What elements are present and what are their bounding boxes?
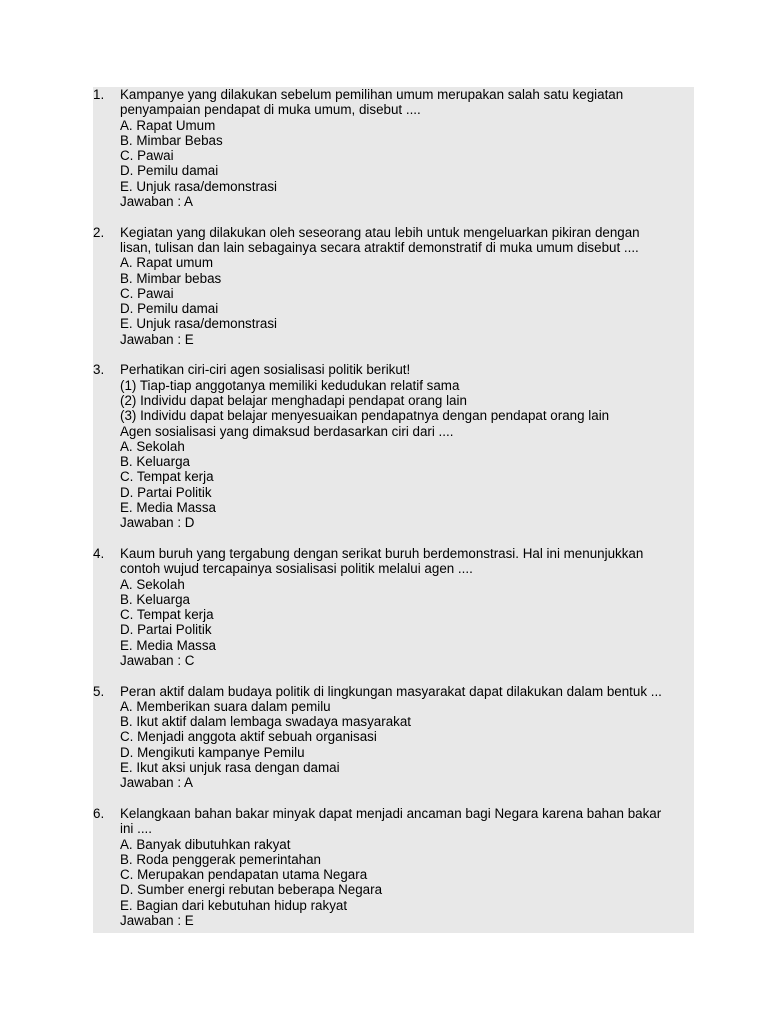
question-number: 1. bbox=[93, 87, 105, 102]
answer-option: B. Keluarga bbox=[120, 454, 190, 470]
answer-option: D. Partai Politik bbox=[120, 484, 212, 500]
question-stem-line: Perhatikan ciri-ciri agen sosialisasi politik berikut! bbox=[120, 362, 411, 378]
question-number: 3. bbox=[93, 362, 105, 378]
question-stem-line: ini .... bbox=[120, 821, 152, 837]
answer-option: E. Ikut aksi unjuk rasa dengan damai bbox=[120, 760, 340, 776]
question-list bbox=[93, 87, 694, 928]
answer-key: Jawaban : A bbox=[120, 775, 193, 791]
question-stem-line: Agen sosialisasi yang dimaksud berdasarkan ciri dari .... bbox=[120, 423, 454, 439]
answer-option: B. Keluarga bbox=[120, 591, 190, 607]
answer-option: C. Tempat kerja bbox=[120, 607, 214, 623]
answer-option: A. Sekolah bbox=[120, 576, 185, 592]
answer-option: B. Mimbar bebas bbox=[120, 270, 222, 286]
question-stem-line: penyampaian pendapat di muka umum, disebut .... bbox=[120, 102, 421, 118]
question-stem-line: Kaum buruh yang tergabung dengan serikat buruh berdemonstrasi. Hal ini menunjukkan bbox=[120, 545, 644, 561]
answer-option: D. Sumber energi rebutan beberapa Negara bbox=[120, 882, 383, 898]
answer-option: E. Bagian dari kebutuhan hidup rakyat bbox=[120, 897, 348, 913]
question-stem-line: (1) Tiap-tiap anggotanya memiliki kedudukan relatif sama bbox=[120, 377, 460, 393]
question-stem-line: (3) Individu dapat belajar menyesuaikan pendapatnya dengan pendapat orang lain bbox=[120, 408, 610, 424]
question-stem-line: Kegiatan yang dilakukan oleh seseorang atau lebih untuk mengeluarkan pikiran dengan bbox=[120, 224, 640, 240]
answer-option: D. Partai Politik bbox=[120, 622, 212, 638]
answer-option: E. Unjuk rasa/demonstrasi bbox=[120, 178, 278, 194]
question-4 bbox=[93, 546, 694, 668]
answer-option: C. Pawai bbox=[120, 285, 174, 301]
question-number: 4. bbox=[93, 545, 105, 561]
answer-option: A. Rapat Umum bbox=[120, 117, 216, 133]
answer-key: Jawaban : E bbox=[120, 331, 194, 347]
answer-option: A. Sekolah bbox=[120, 438, 185, 454]
question-stem-line: Kelangkaan bahan bakar minyak dapat menjadi ancaman bagi Negara karena bahan bakar bbox=[120, 805, 662, 821]
question-stem-line: (2) Individu dapat belajar menghadapi pendapat orang lain bbox=[120, 392, 467, 408]
answer-option: C. Pawai bbox=[120, 148, 174, 164]
question-3 bbox=[93, 362, 694, 530]
answer-option: E. Unjuk rasa/demonstrasi bbox=[120, 316, 278, 332]
answer-option: E. Media Massa bbox=[120, 637, 217, 653]
question-5 bbox=[93, 684, 694, 791]
answer-option: A. Memberikan suara dalam pemilu bbox=[120, 698, 331, 714]
question-number: 5. bbox=[93, 683, 105, 699]
question-2 bbox=[93, 225, 694, 347]
question-number: 6. bbox=[93, 805, 105, 821]
answer-option: C. Merupakan pendapatan utama Negara bbox=[120, 867, 368, 883]
answer-option: D. Mengikuti kampanye Pemilu bbox=[120, 744, 305, 760]
answer-option: B. Ikut aktif dalam lembaga swadaya masyarakat bbox=[120, 714, 412, 730]
question-1 bbox=[93, 87, 694, 209]
question-stem-line: contoh wujud tercapainya sosialisasi politik melalui agen .... bbox=[120, 561, 473, 577]
answer-option: D. Pemilu damai bbox=[120, 163, 219, 179]
answer-key: Jawaban : C bbox=[120, 652, 195, 668]
answer-key: Jawaban : E bbox=[120, 913, 194, 929]
answer-option: E. Media Massa bbox=[120, 500, 217, 516]
question-6 bbox=[93, 806, 694, 928]
answer-option: B. Mimbar Bebas bbox=[120, 132, 223, 148]
question-stem-line: Kampanye yang dilakukan sebelum pemilihan umum merupakan salah satu kegiatan bbox=[120, 87, 624, 102]
answer-option: A. Banyak dibutuhkan rakyat bbox=[120, 836, 291, 852]
answer-key: Jawaban : D bbox=[120, 515, 195, 531]
question-stem-line: lisan, tulisan dan lain sebagainya secara atraktif demonstratif di muka umum disebut .... bbox=[120, 239, 639, 255]
answer-option: A. Rapat umum bbox=[120, 255, 214, 271]
answer-option: B. Roda penggerak pemerintahan bbox=[120, 851, 321, 867]
answer-option: D. Pemilu damai bbox=[120, 301, 219, 317]
question-number: 2. bbox=[93, 224, 105, 240]
question-stem-line: Peran aktif dalam budaya politik di lingkungan masyarakat dapat dilakukan dalam bentuk ... bbox=[120, 683, 662, 699]
answer-option: C. Tempat kerja bbox=[120, 469, 214, 485]
answer-option: C. Menjadi anggota aktif sebuah organisasi bbox=[120, 729, 377, 745]
answer-key: Jawaban : A bbox=[120, 194, 193, 210]
